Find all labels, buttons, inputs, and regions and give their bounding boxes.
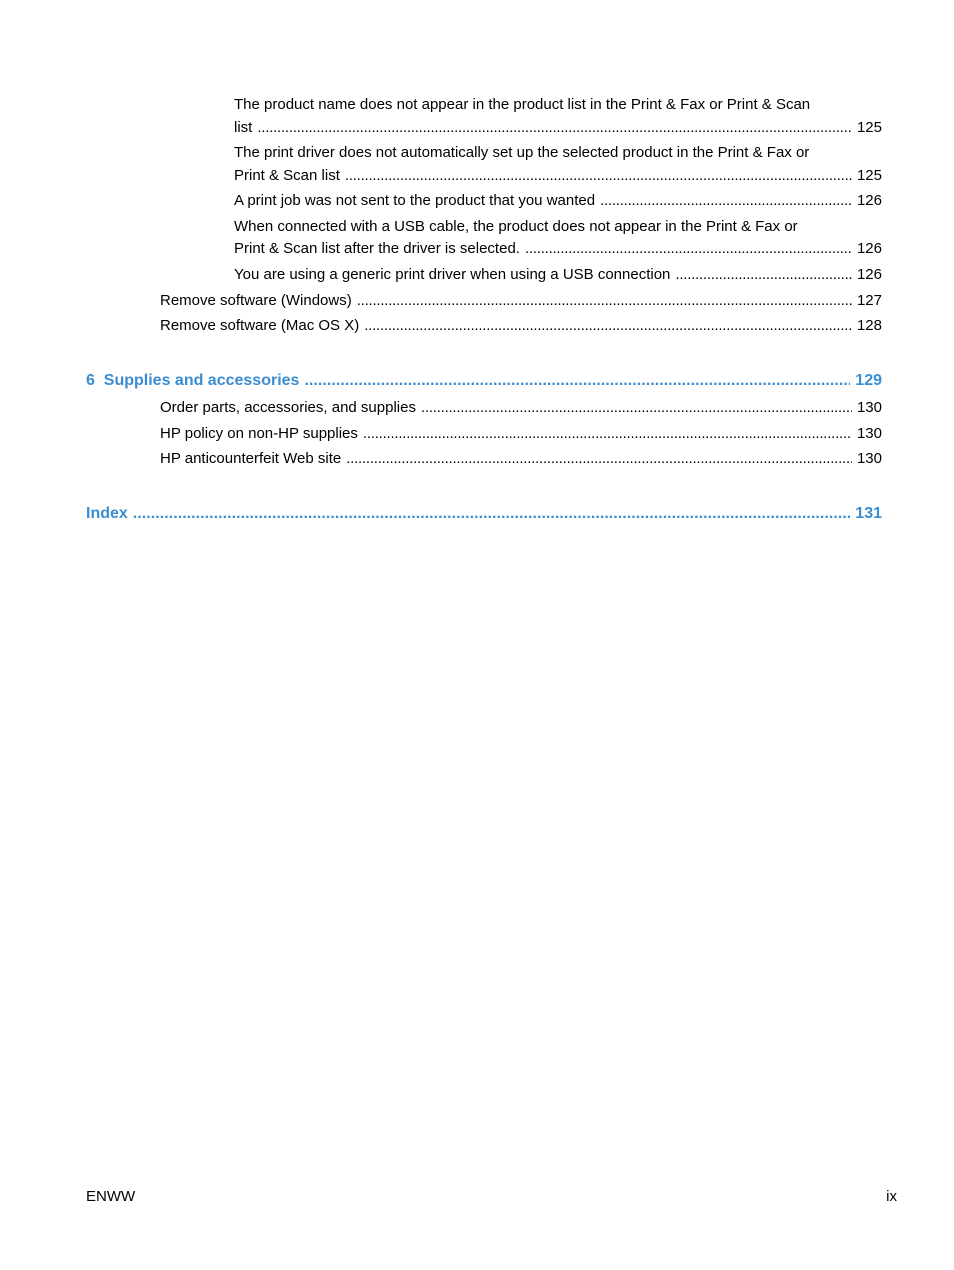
toc-entry-text: HP anticounterfeit Web site	[160, 450, 342, 467]
dot-leader	[364, 315, 852, 337]
toc-page-number: 130	[856, 399, 882, 416]
dot-leader	[675, 264, 852, 286]
toc-page-number: 129	[855, 372, 882, 389]
toc-entry-driver-not-auto-setup[interactable]	[234, 165, 882, 187]
toc-page-number: 127	[856, 292, 882, 309]
toc-page-number: 126	[856, 240, 882, 257]
toc-entry-order-parts[interactable]	[160, 397, 882, 419]
toc-page-number: 128	[856, 317, 882, 334]
toc-entry-remove-software-windows[interactable]	[160, 290, 882, 312]
dot-leader	[421, 397, 852, 419]
toc-entry-text: Remove software (Windows)	[160, 292, 352, 309]
toc-page-number: 131	[855, 505, 882, 522]
dot-leader	[304, 370, 850, 392]
toc-entry-first-line: When connected with a USB cable, the product does not appear in the Print & Fax or	[234, 218, 798, 235]
dot-leader	[133, 503, 851, 525]
dot-leader	[257, 117, 852, 139]
toc-entry-text: Print & Scan list	[234, 167, 340, 184]
toc-chapter-title: 6 Supplies and accessories	[86, 372, 300, 389]
dot-leader	[363, 423, 852, 445]
dot-leader	[600, 190, 852, 212]
toc-entry-generic-driver-usb[interactable]	[234, 264, 882, 286]
dot-leader	[357, 290, 852, 312]
toc-entry-hp-anticounterfeit[interactable]	[160, 448, 882, 470]
dot-leader	[346, 448, 852, 470]
toc-entry-product-name-not-in-list[interactable]	[234, 117, 882, 139]
toc-entry-first-line: The product name does not appear in the product list in the Print & Fax or Print & Scan	[234, 96, 811, 113]
toc-entry-print-job-not-sent[interactable]	[234, 190, 882, 212]
toc-page-number: 126	[856, 192, 882, 209]
dot-leader	[345, 165, 852, 187]
toc-chapter-index[interactable]	[86, 503, 882, 525]
toc-entry-hp-policy[interactable]	[160, 423, 882, 445]
toc-entry-text: Order parts, accessories, and supplies	[160, 399, 416, 416]
toc-entry-text: Print & Scan list after the driver is selected.	[234, 240, 520, 257]
toc-entry-text: HP policy on non-HP supplies	[160, 425, 358, 442]
dot-leader	[525, 238, 852, 260]
toc-page-number: 130	[856, 425, 882, 442]
toc-entry-text: You are using a generic print driver when using a USB connection	[234, 266, 671, 283]
footer-page-number: ix	[886, 1188, 897, 1205]
toc-page-number: 130	[856, 450, 882, 467]
toc-chapter-supplies-and-accessories[interactable]	[86, 370, 882, 392]
toc-entry-usb-not-in-list[interactable]	[234, 238, 882, 260]
toc-page-number: 125	[856, 119, 882, 136]
toc-page-number: 126	[856, 266, 882, 283]
toc-entry-text: list	[234, 119, 253, 136]
toc-entry-text: A print job was not sent to the product that you wanted	[234, 192, 596, 209]
toc-page-number: 125	[856, 167, 882, 184]
footer-left: ENWW	[86, 1188, 136, 1205]
toc-entry-text: Remove software (Mac OS X)	[160, 317, 360, 334]
toc-chapter-title: Index	[86, 505, 128, 522]
toc-entry-remove-software-mac[interactable]	[160, 315, 882, 337]
toc-entry-first-line: The print driver does not automatically set up the selected product in the Print & Fax or	[234, 144, 810, 161]
